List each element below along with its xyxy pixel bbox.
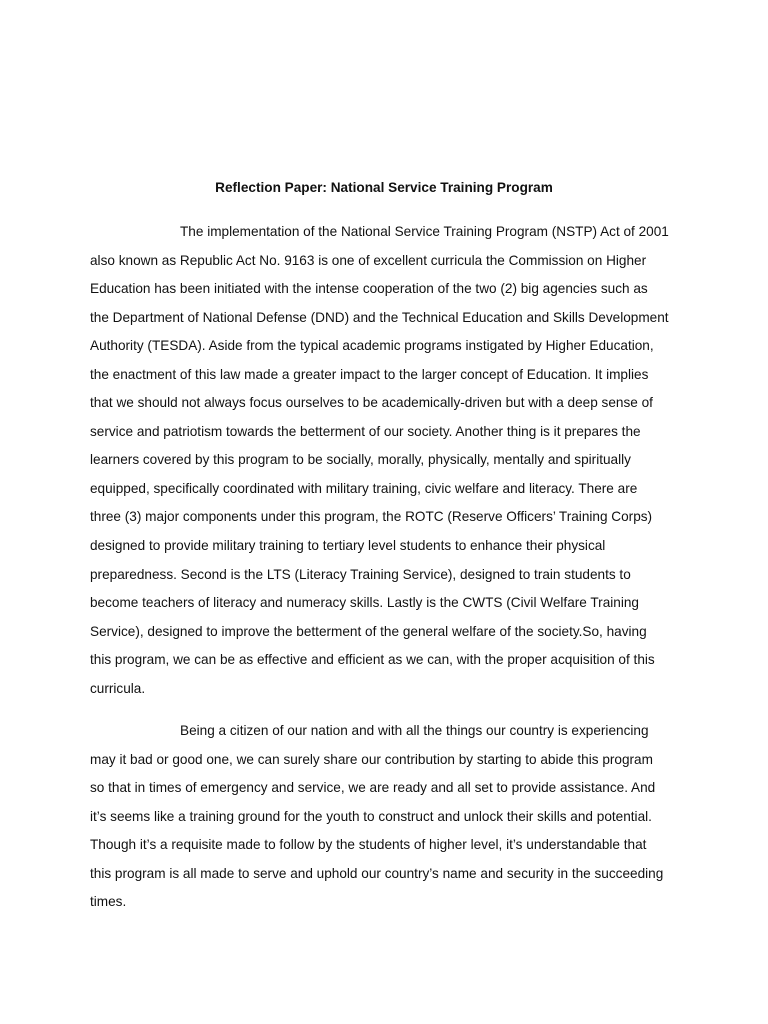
text-line: Authority (TESDA). Aside from the typical academic programs instigated by Higher Education, [90,338,654,354]
text-line: Though it’s a requisite made to follow by the students of higher level, it’s understandable that [90,837,647,853]
text-line: three (3) major components under this program, the ROTC (Reserve Officers’ Training Corps) [90,509,653,525]
text-line: service and patriotism towards the betterment of our society. Another thing is it prepares the [90,423,641,439]
paragraph-1 [90,222,690,707]
text-line: that we should not always focus ourselves to be academically-driven but with a deep sense of [90,395,653,411]
text-line: Being a citizen of our nation and with all the things our country is experiencing [180,723,649,738]
text-line: may it bad or good one, we can surely share our contribution by starting to abide this program [90,751,653,767]
text-line: learners covered by this program to be socially, morally, physically, mentally and spiritually [90,452,631,468]
text-line: become teachers of literacy and numeracy skills. Lastly is the CWTS (Civil Welfare Training [90,595,639,611]
text-line: times. [90,894,127,910]
text-line: so that in times of emergency and service, we are ready and all set to provide assistance. And [90,780,656,796]
text-line: the Department of National Defense (DND) and the Technical Education and Skills Development [90,309,669,325]
text-line: also known as Republic Act No. 9163 is one of excellent curricula the Commission on Higher [90,252,647,268]
text-line: the enactment of this law made a greater impact to the larger concept of Education. It implies [90,366,649,382]
text-line: this program, we can be as effective and efficient as we can, with the proper acquisition of this [90,652,655,668]
text-line: Education has been initiated with the intense cooperation of the two (2) big agencies such as [90,281,648,297]
document-title: Reflection Paper: National Service Training Program [215,180,553,195]
text-line: Service), designed to improve the betterment of the general welfare of the society.So, having [90,623,647,639]
paragraph-2 [90,721,690,921]
text-line: curricula. [90,680,146,696]
text-line: it’s seems like a training ground for the youth to construct and unlock their skills and potential. [90,808,652,824]
text-line: designed to provide military training to tertiary level students to enhance their physical [90,538,606,554]
text-line: preparedness. Second is the LTS (Literacy Training Service), designed to train students to [90,566,631,582]
text-line: The implementation of the National Service Training Program (NSTP) Act of 2001 [180,224,669,239]
text-line: this program is all made to serve and uphold our country’s name and security in the succeeding [90,865,664,881]
text-line: equipped, specifically coordinated with military training, civic welfare and literacy. There are [90,480,638,496]
